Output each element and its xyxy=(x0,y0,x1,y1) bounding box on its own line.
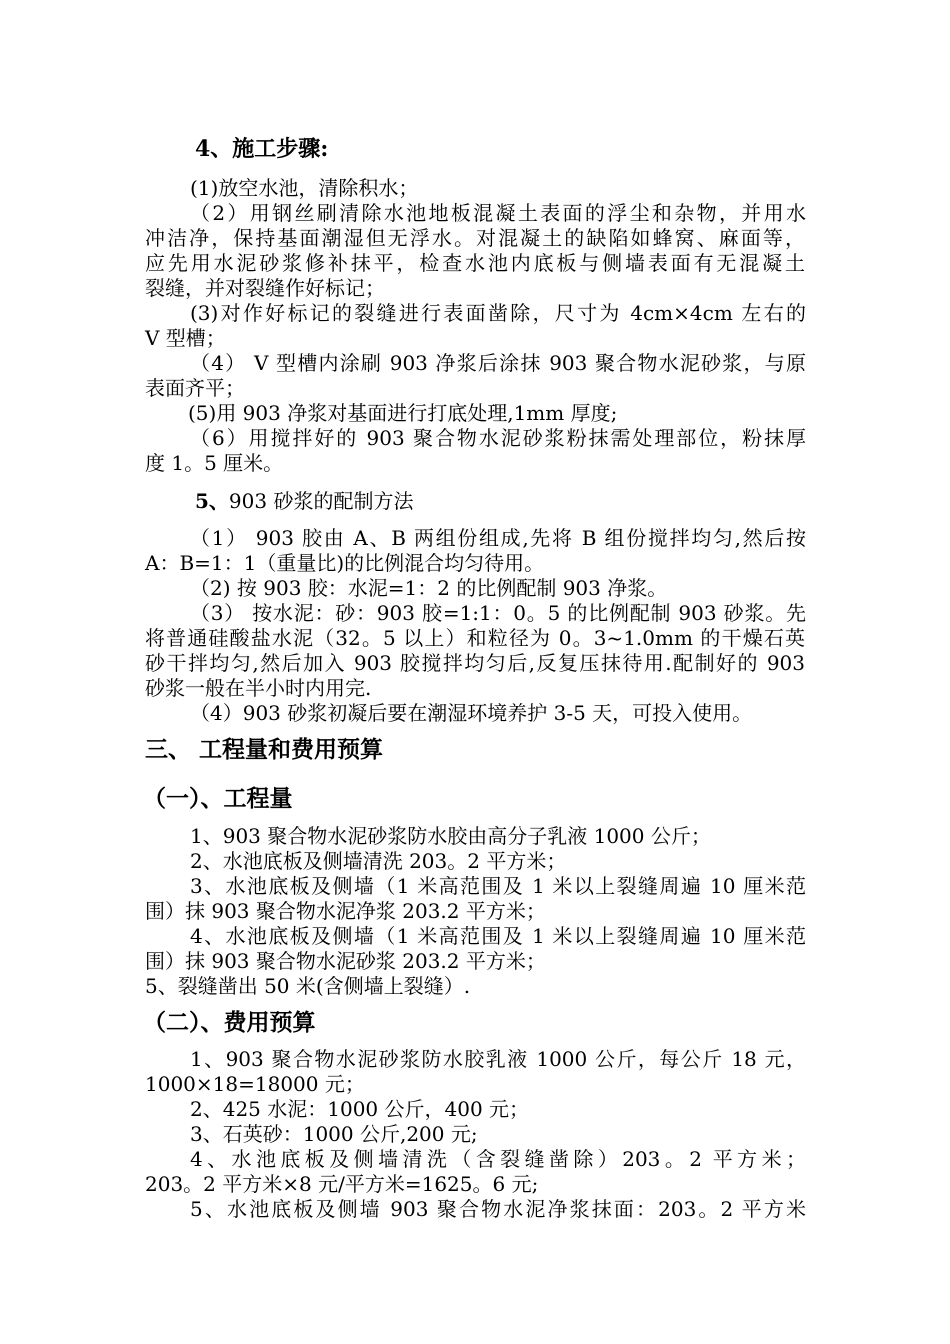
list-item: 1000×18=18000 元； xyxy=(145,1072,365,1096)
paragraph-line: （4） V 型槽内涂刷 903 净浆后涂抹 903 聚合物水泥砂浆，与原 xyxy=(190,351,806,375)
paragraph-line: （1） 903 胶由 A、B 两组份组成,先将 B 组份搅拌均匀,然后按 xyxy=(190,526,806,550)
list-item: 3、水池底板及侧墙（1 米高范围及 1 米以上裂缝周遍 10 厘米范 xyxy=(190,874,806,898)
list-item: 围）抹 903 聚合物水泥净浆 203.2 平方米； xyxy=(145,899,546,923)
paragraph-line: 度 1。5 厘米。 xyxy=(145,451,284,475)
section-heading-mortar-preparation xyxy=(195,489,413,514)
subsection-heading-quantities: （一）、工程量 xyxy=(143,785,293,812)
paragraph-line: 砂浆一般在半小时内用完. xyxy=(145,676,372,700)
paragraph-line: A：B=1：1（重量比)的比例混合均匀待用。 xyxy=(145,551,545,575)
list-item: 3、石英砂：1000 公斤,200 元; xyxy=(190,1122,478,1146)
paragraph-line: 应先用水泥砂浆修补抹平，检查水池内底板与侧墙表面有无混凝土 xyxy=(145,251,805,275)
list-item: 1、903 聚合物水泥砂浆防水胶由高分子乳液 1000 公斤； xyxy=(190,824,711,848)
list-item: 2、425 水泥：1000 公斤，400 元； xyxy=(190,1097,530,1121)
paragraph-line: （2）用钢丝刷清除水池地板混凝土表面的浮尘和杂物，并用水 xyxy=(190,201,806,225)
paragraph-line: （3） 按水泥：砂：903 胶=1:1：0。5 的比例配制 903 砂浆。先 xyxy=(190,601,806,625)
list-item: 1、903 聚合物水泥砂浆防水胶乳液 1000 公斤，每公斤 18 元， xyxy=(190,1047,806,1071)
paragraph-line: （6）用搅拌好的 903 聚合物水泥砂浆粉抹需处理部位，粉抹厚 xyxy=(190,426,806,450)
paragraph-line: 砂干拌均匀,然后加入 903 胶搅拌均匀后,反复压抹待用.配制好的 903 xyxy=(145,651,805,675)
paragraph-line: （2) 按 903 胶：水泥=1：2 的比例配制 903 净浆。 xyxy=(190,576,668,600)
list-item: 5、水池底板及侧墙 903 聚合物水泥净浆抹面：203。2 平方米 xyxy=(190,1197,806,1221)
chapter-heading-quantities-and-budget: 三、 工程量和费用预算 xyxy=(145,736,384,763)
list-item: 2、水池底板及侧墙清洗 203。2 平方米； xyxy=(190,849,567,873)
paragraph-line: 冲洁净，保持基面潮湿但无浮水。对混凝土的缺陷如蜂窝、麻面等， xyxy=(145,226,805,250)
list-item: 5、裂缝凿出 50 米(含侧墙上裂缝）. xyxy=(145,974,471,998)
paragraph-line: 将普通硅酸盐水泥（32。5 以上）和粒径为 0。3~1.0mm 的干燥石英 xyxy=(145,626,805,650)
paragraph-line: 表面齐平； xyxy=(145,376,245,400)
paragraph-line: (3)对作好标记的裂缝进行表面凿除，尺寸为 4cm×4cm 左右的 xyxy=(190,301,806,325)
section-heading-text: 903 砂浆的配制方法 xyxy=(228,489,414,513)
section-heading-construction-steps: 4、施工步骤: xyxy=(195,136,329,162)
list-item: 4、水池底板及侧墙清洗（含裂缝凿除）203。2 平方米； xyxy=(190,1147,806,1171)
list-item: 203。2 平方米×8 元/平方米=1625。6 元; xyxy=(145,1172,539,1196)
paragraph-line: (5)用 903 净浆对基面进行打底处理,1mm 厚度; xyxy=(188,401,618,425)
subsection-heading-budget: （二）、费用预算 xyxy=(143,1009,316,1036)
paragraph-line: (1)放空水池，清除积水； xyxy=(190,176,419,200)
list-item: 4、水池底板及侧墙（1 米高范围及 1 米以上裂缝周遍 10 厘米范 xyxy=(190,924,806,948)
paragraph-line: V 型槽； xyxy=(145,326,226,350)
paragraph-line: （4）903 砂浆初凝后要在潮湿环境养护 3-5 天，可投入使用。 xyxy=(190,701,753,725)
section-heading-number: 5、 xyxy=(195,489,229,513)
list-item: 围）抹 903 聚合物水泥砂浆 203.2 平方米； xyxy=(145,949,546,973)
paragraph-line: 裂缝，并对裂缝作好标记； xyxy=(145,276,385,300)
